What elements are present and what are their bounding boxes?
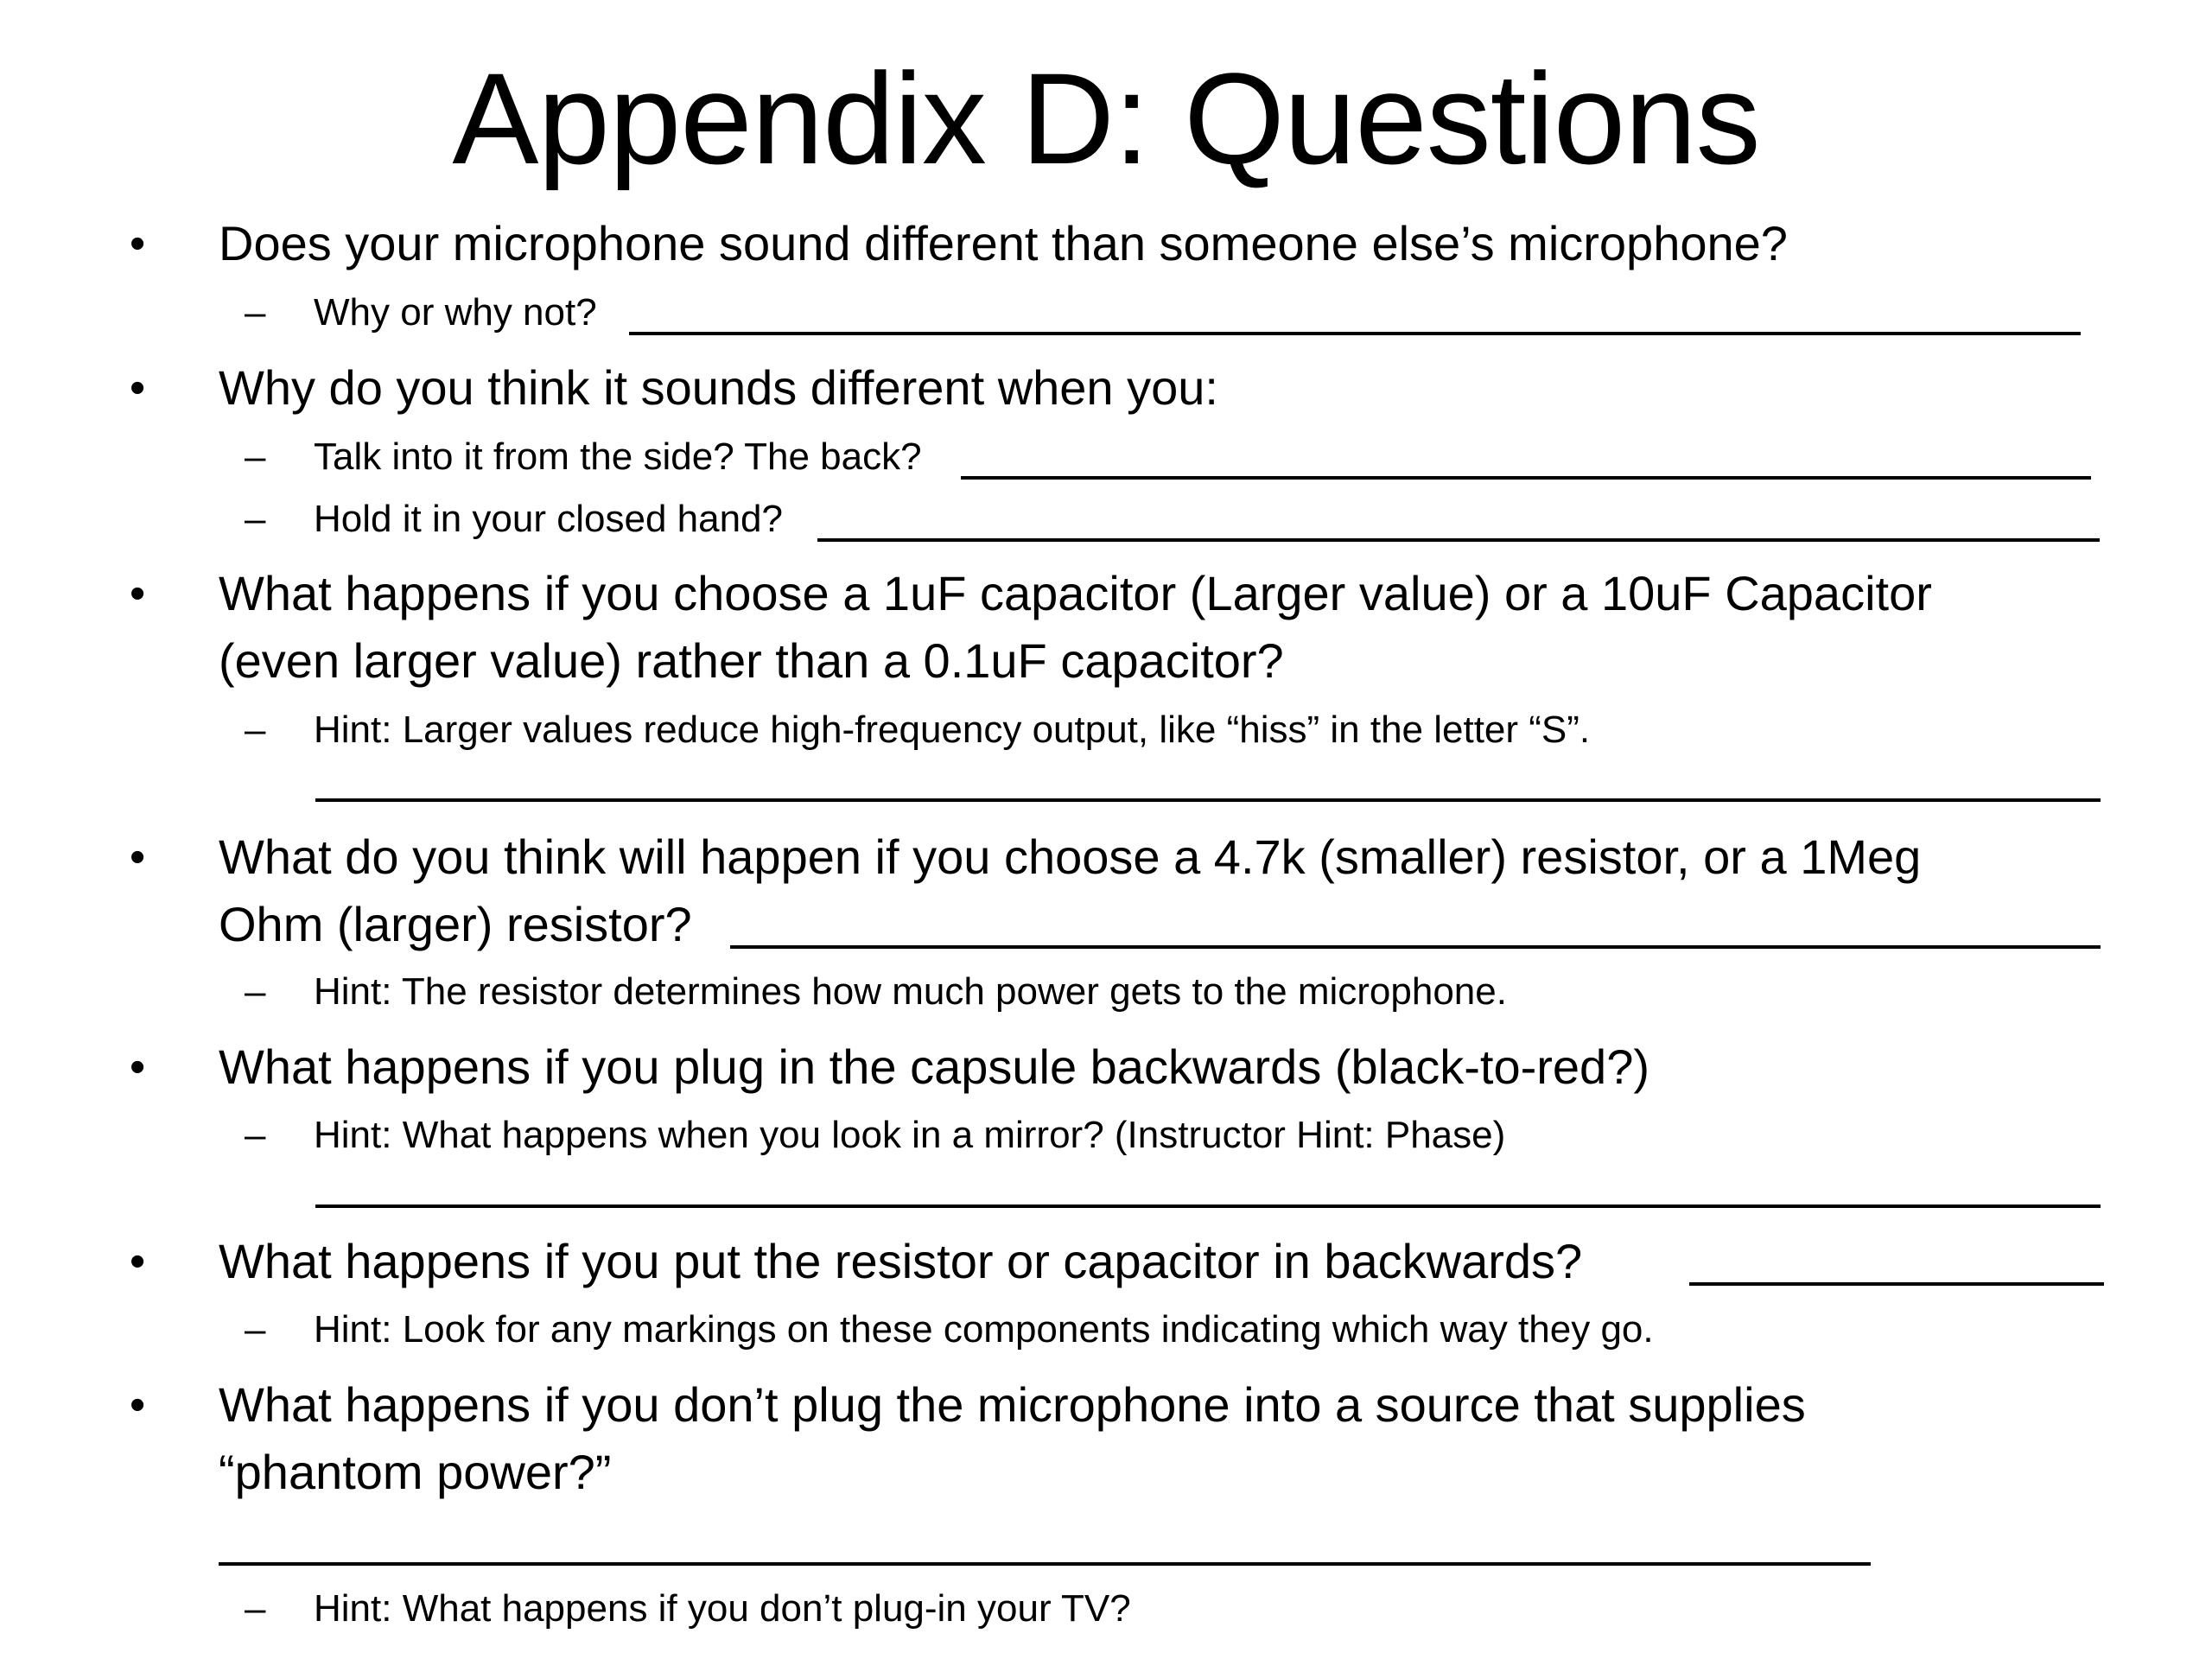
question-2-sub-2: Hold it in your closed hand? [314,498,783,540]
question-5: What happens if you plug in the capsule backwards (black-to-red?) [219,1039,1649,1094]
dash-icon: – [245,498,266,540]
answer-blank[interactable] [315,1205,2101,1208]
question-6: What happens if you put the resistor or capacitor in backwards? [219,1234,1583,1288]
dash-icon: – [245,709,266,751]
bullet-icon: • [130,1236,146,1287]
bullet-icon: • [130,569,146,619]
question-2: Why do you think it sounds different when you: [219,360,1218,415]
question-3-line-2: (even larger value) rather than a 0.1uF capacitor? [219,633,1284,688]
answer-blank[interactable] [315,798,2101,802]
answer-blank[interactable] [961,476,2091,480]
question-6-sub-1: Hint: Look for any markings on these components indicating which way they go. [314,1308,1654,1351]
dash-icon: – [245,291,266,334]
dash-icon: – [245,435,266,478]
dash-icon: – [245,1308,266,1351]
question-7-line-1: What happens if you don’t plug the microphone into a source that supplies [219,1377,1806,1432]
bullet-icon: • [130,219,146,269]
answer-blank[interactable] [629,332,2081,335]
question-3-sub-1: Hint: Larger values reduce high-frequency output, like “hiss” in the letter “S”. [314,709,1591,751]
page-title: Appendix D: Questions [452,46,1760,191]
bullet-icon: • [130,363,146,413]
question-4-line-2: Ohm (larger) resistor? [219,897,692,951]
answer-blank[interactable] [1689,1282,2104,1286]
question-4-sub-1: Hint: The resistor determines how much power gets to the microphone. [314,970,1507,1013]
question-7-line-2: “phantom power?” [219,1445,612,1499]
bullet-icon: • [130,832,146,882]
question-4-line-1: What do you think will happen if you choose a 4.7k (smaller) resistor, or a 1Meg [219,830,1922,884]
question-2-sub-1: Talk into it from the side? The back? [314,435,922,478]
question-7-sub-1: Hint: What happens if you don’t plug-in your TV? [314,1587,1131,1630]
bullet-icon: • [130,1380,146,1430]
dash-icon: – [245,1587,266,1630]
answer-blank[interactable] [730,945,2101,949]
answer-blank[interactable] [219,1562,1871,1566]
question-1: Does your microphone sound different than someone else’s microphone? [219,216,1788,270]
dash-icon: – [245,970,266,1013]
question-3-line-1: What happens if you choose a 1uF capacitor (Larger value) or a 10uF Capacitor [219,566,1932,620]
question-1-sub-1: Why or why not? [314,291,597,334]
question-5-sub-1: Hint: What happens when you look in a mirror? (Instructor Hint: Phase) [314,1114,1506,1156]
dash-icon: – [245,1114,266,1156]
answer-blank[interactable] [817,538,2100,542]
bullet-icon: • [130,1042,146,1092]
